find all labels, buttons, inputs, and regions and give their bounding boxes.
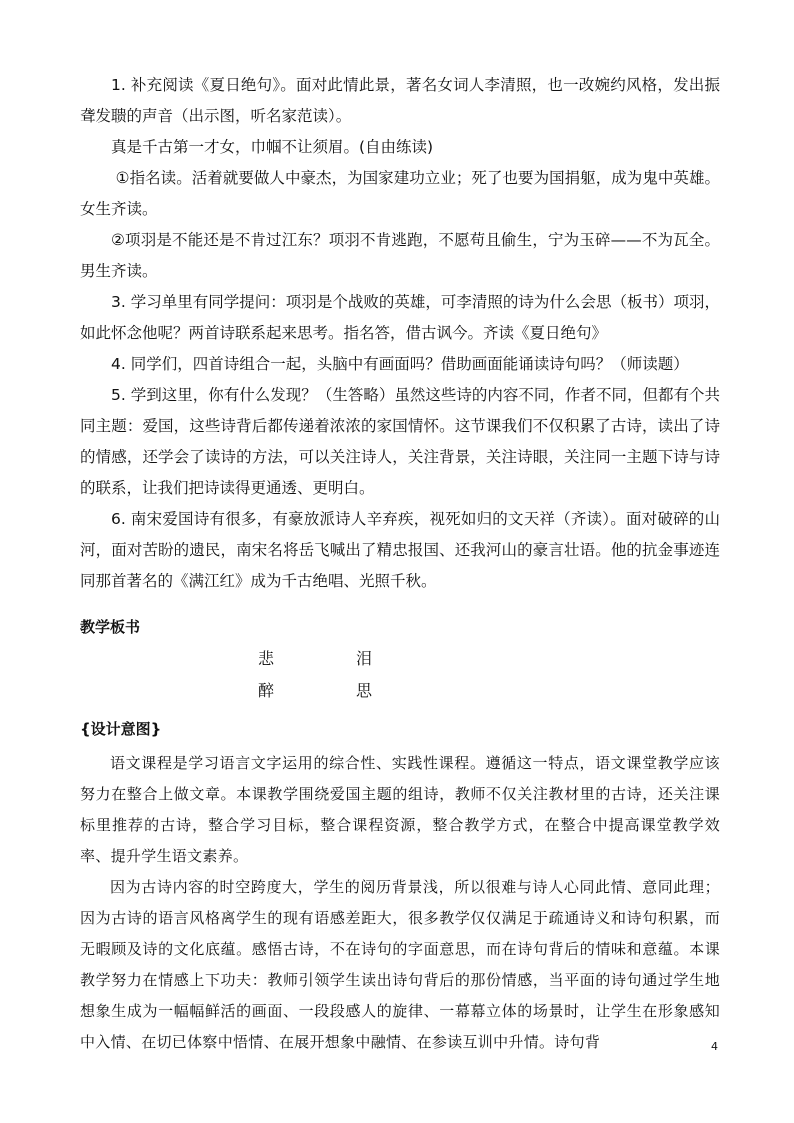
board-char-sad: 悲 xyxy=(258,649,275,668)
design-heading: {设计意图} xyxy=(80,720,162,738)
paragraph-step-1: 1. 补充阅读《夏日绝句》。面对此情此景，著名女词人李清照，也一改婉约风格，发出振聋发聩的声音（出示图，听名家范读）。 xyxy=(80,76,720,125)
paragraph-reading-1: ①指名读。活着就要做人中豪杰，为国家建功立业；死了也要为国捐躯，成为鬼中英雄。女生齐读。 xyxy=(80,169,720,218)
design-paragraph-2: 因为古诗内容的时空跨度大，学生的阅历背景浅，所以很难与诗人心同此情、意同此理；因为古诗的语言风格离学生的现有语感差距大，很多教学仅仅满足于疏通诗义和诗句积累，而无暇顾及诗的文化底蕴。感悟古诗，不在诗句的字面意思，而在诗句背后的情味和意蕴。本课教学努力在情感上下功夫：教师引领学生读出诗句背后的那份情感，当平面的诗句通过学生地想象生成为一幅幅鲜活的画面、一段段感人的旋律、一幕幕立体的场景时，让学生在形象感知中入情、在切已体察中悟情、在展开想象中融情、在参读互训中升情。诗句背 xyxy=(80,878,720,1051)
paragraph-step-5: 5. 学到这里，你有什么发现？（生答略）虽然这些诗的内容不同，作者不同，但都有个共同主题：爱国，这些诗背后都传递着浓浓的家国情怀。这节课我们不仅积累了古诗，读出了诗的情感，还学会了读诗的方法，可以关注诗人，关注背景，关注诗眼，关注同一主题下诗与诗的联系，让我们把诗读得更通透、更明白。 xyxy=(80,386,720,497)
paragraph-reading-2: ②项羽是不能还是不肯过江东？项羽不肯逃跑，不愿苟且偷生，宁为玉碎——不为瓦全。男生齐读。 xyxy=(80,231,720,280)
paragraph-praise: 真是千古第一才女，巾帼不让须眉。(自由练读) xyxy=(111,138,434,156)
board-char-tears: 泪 xyxy=(356,649,373,668)
lesson-steps xyxy=(80,70,720,597)
board-heading: 教学板书 xyxy=(80,618,141,636)
paragraph-step-4: 4. 同学们，四首诗组合一起，头脑中有画面吗？借助画面能诵读诗句吗？（师读题） xyxy=(111,355,689,373)
paragraph-step-3: 3. 学习单里有同学提问：项羽是个战败的英雄，可李清照的诗为什么会思（板书）项羽，如此怀念他呢？两首诗联系起来思考。指名答，借古讽今。齐读《夏日绝句》 xyxy=(80,293,720,342)
paragraph-step-6: 6. 南宋爱国诗有很多，有豪放派诗人辛弃疾，视死如归的文天祥（齐读）。面对破碎的山河，面对苦盼的遗民，南宋名将岳飞喊出了精忠报国、还我河山的豪言壮语。他的抗金事迹连同那首著名的《满江红》成为千古绝唱、光照千秋。 xyxy=(80,510,720,590)
board-char-drunk: 醉 xyxy=(258,681,275,700)
page-number: 4 xyxy=(711,1040,718,1053)
design-paragraph-1: 语文课程是学习语言文字运用的综合性、实践性课程。遵循这一特点，语文课堂教学应该努力在整合上做文章。本课教学围绕爱国主题的组诗，教师不仅关注教材里的古诗，还关注课标里推荐的古诗，整合学习目标，整合课程资源，整合教学方式，在整合中提高课堂教学效率、提升学生语文素养。 xyxy=(80,754,720,865)
board-char-think: 思 xyxy=(356,681,373,700)
design-intent xyxy=(80,748,720,1058)
